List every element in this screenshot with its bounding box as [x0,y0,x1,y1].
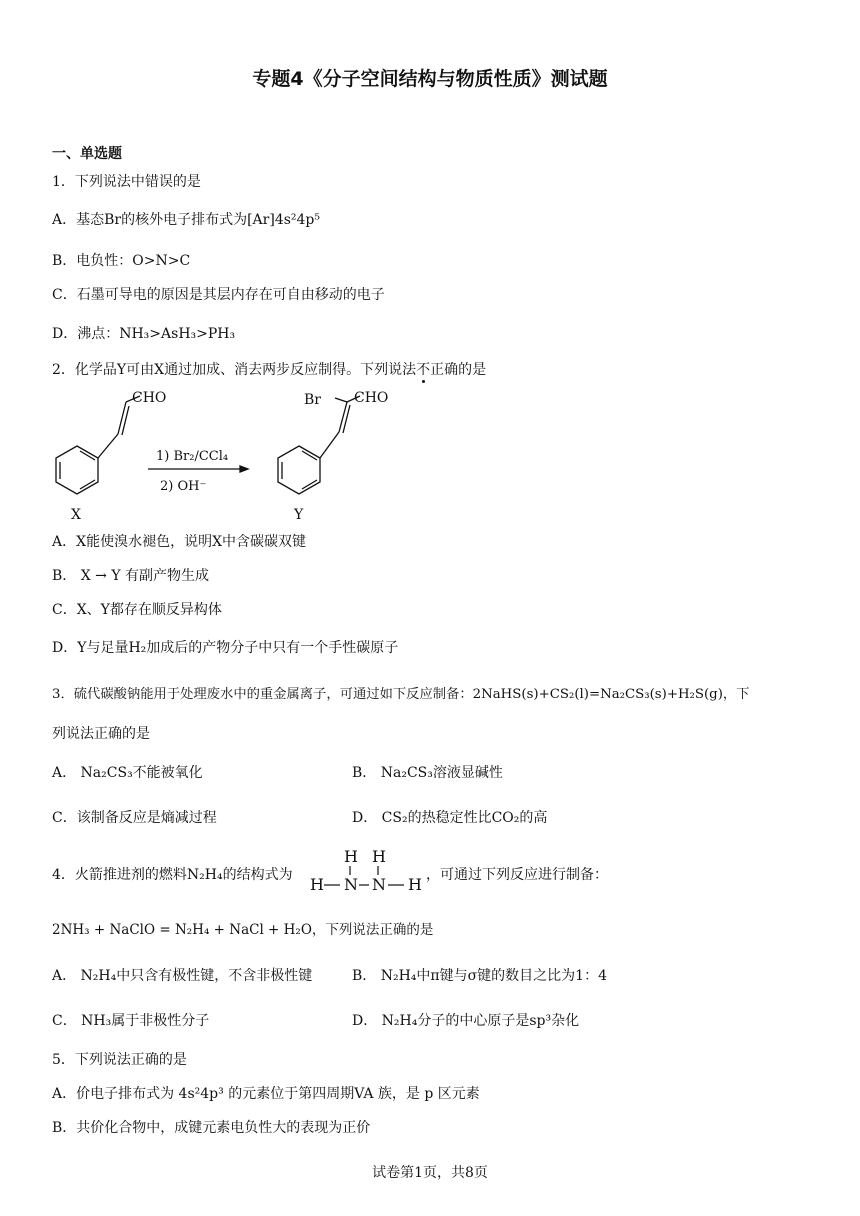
q4-option-c: C． NH₃属于非极性分子 [52,1013,210,1029]
y-compound-label: Y [294,507,304,523]
condition-2: 2) OH⁻ [160,479,207,494]
y-cho-label: CHO [354,390,389,406]
x-compound-label: X [71,507,81,523]
q3-stem-line2: 列说法正确的是 [52,726,150,742]
q3-option-a: A． Na₂CS₃不能被氧化 [52,765,203,781]
q2-stem [52,361,486,379]
struct-h-top-left: H [344,847,358,866]
q4-option-d: D． N₂H₄分子的中心原子是sp³杂化 [352,1013,580,1029]
q1-stem: 1．下列说法中错误的是 [52,174,201,190]
q4-stem-pre: 4．火箭推进剂的燃料N₂H₄的结构式为 [52,867,293,883]
q1-option-c: C．石墨可导电的原因是其层内存在可自由移动的电子 [52,287,385,303]
page-title: 专题4《分子空间结构与物质性质》测试题 [252,68,608,90]
q3-option-c: C．该制备反应是熵减过程 [52,810,217,826]
q5-stem: 5．下列说法正确的是 [52,1052,187,1068]
q5-option-b: B．共价化合物中，成键元素电负性大的表现为正价 [52,1120,371,1136]
q2-stem-pre: 2．化学品Y可由X通过加成、消去两步反应制得。下列说法 [52,362,417,378]
struct-h-top-right: H [372,847,386,866]
q3-stem-line1: 3．硫代碳酸钠能用于处理废水中的重金属离子，可通过如下反应制备：2NaHS(s)+CS₂(l)=Na₂CS₃(s)+H₂S(g)，下 [52,687,750,702]
q2-stem-post: 正确的是 [430,362,487,378]
page-footer: 试卷第1页，共8页 [372,1165,488,1181]
q4-option-b: B． N₂H₄中π键与σ键的数目之比为1：4 [352,968,607,984]
struct-n-right: N [372,875,386,894]
struct-h-right: H [408,875,422,894]
q5-option-a: A．价电子排布式为 4s²4p³ 的元素位于第四周期VA 族，是 p 区元素 [52,1086,480,1102]
q3-option-b: B． Na₂CS₃溶液显碱性 [352,765,503,781]
q1-option-d: D．沸点：NH₃>AsH₃>PH₃ [52,326,236,342]
q4-equation: 2NH₃ + NaClO = N₂H₄ + NaCl + H₂O，下列说法正确的是 [52,922,434,938]
section-heading: 一、单选题 [52,146,122,162]
q2-option-b: B． X → Y 有副产物生成 [52,568,210,584]
q2-option-a: A．X能使溴水褪色，说明X中含碳碳双键 [52,534,307,550]
q1-option-b: B．电负性：O>N>C [52,253,191,269]
q3-option-d: D． CS₂的热稳定性比CO₂的高 [352,810,548,826]
q2-option-c: C．X、Y都存在顺反异构体 [52,602,222,618]
q1-option-a: A．基态Br的核外电子排布式为[Ar]4s²4p⁵ [52,212,321,228]
condition-1: 1) Br₂/CCl₄ [156,449,229,464]
q2-stem-emphasis: 不 [416,362,431,378]
struct-h-left: H [310,875,324,894]
struct-n-left: N [344,875,358,894]
n2h4-structure [306,846,428,894]
q2-option-d: D．Y与足量H₂加成后的产物分子中只有一个手性碳原子 [52,640,399,656]
q4-stem-post: ，可通过下列反应进行制备： [426,867,608,883]
y-br-label: Br [304,392,321,408]
x-cho-label: CHO [132,390,167,406]
q4-option-a: A． N₂H₄中只含有极性键，不含非极性键 [52,968,313,984]
q2-reaction-figure [40,386,420,528]
